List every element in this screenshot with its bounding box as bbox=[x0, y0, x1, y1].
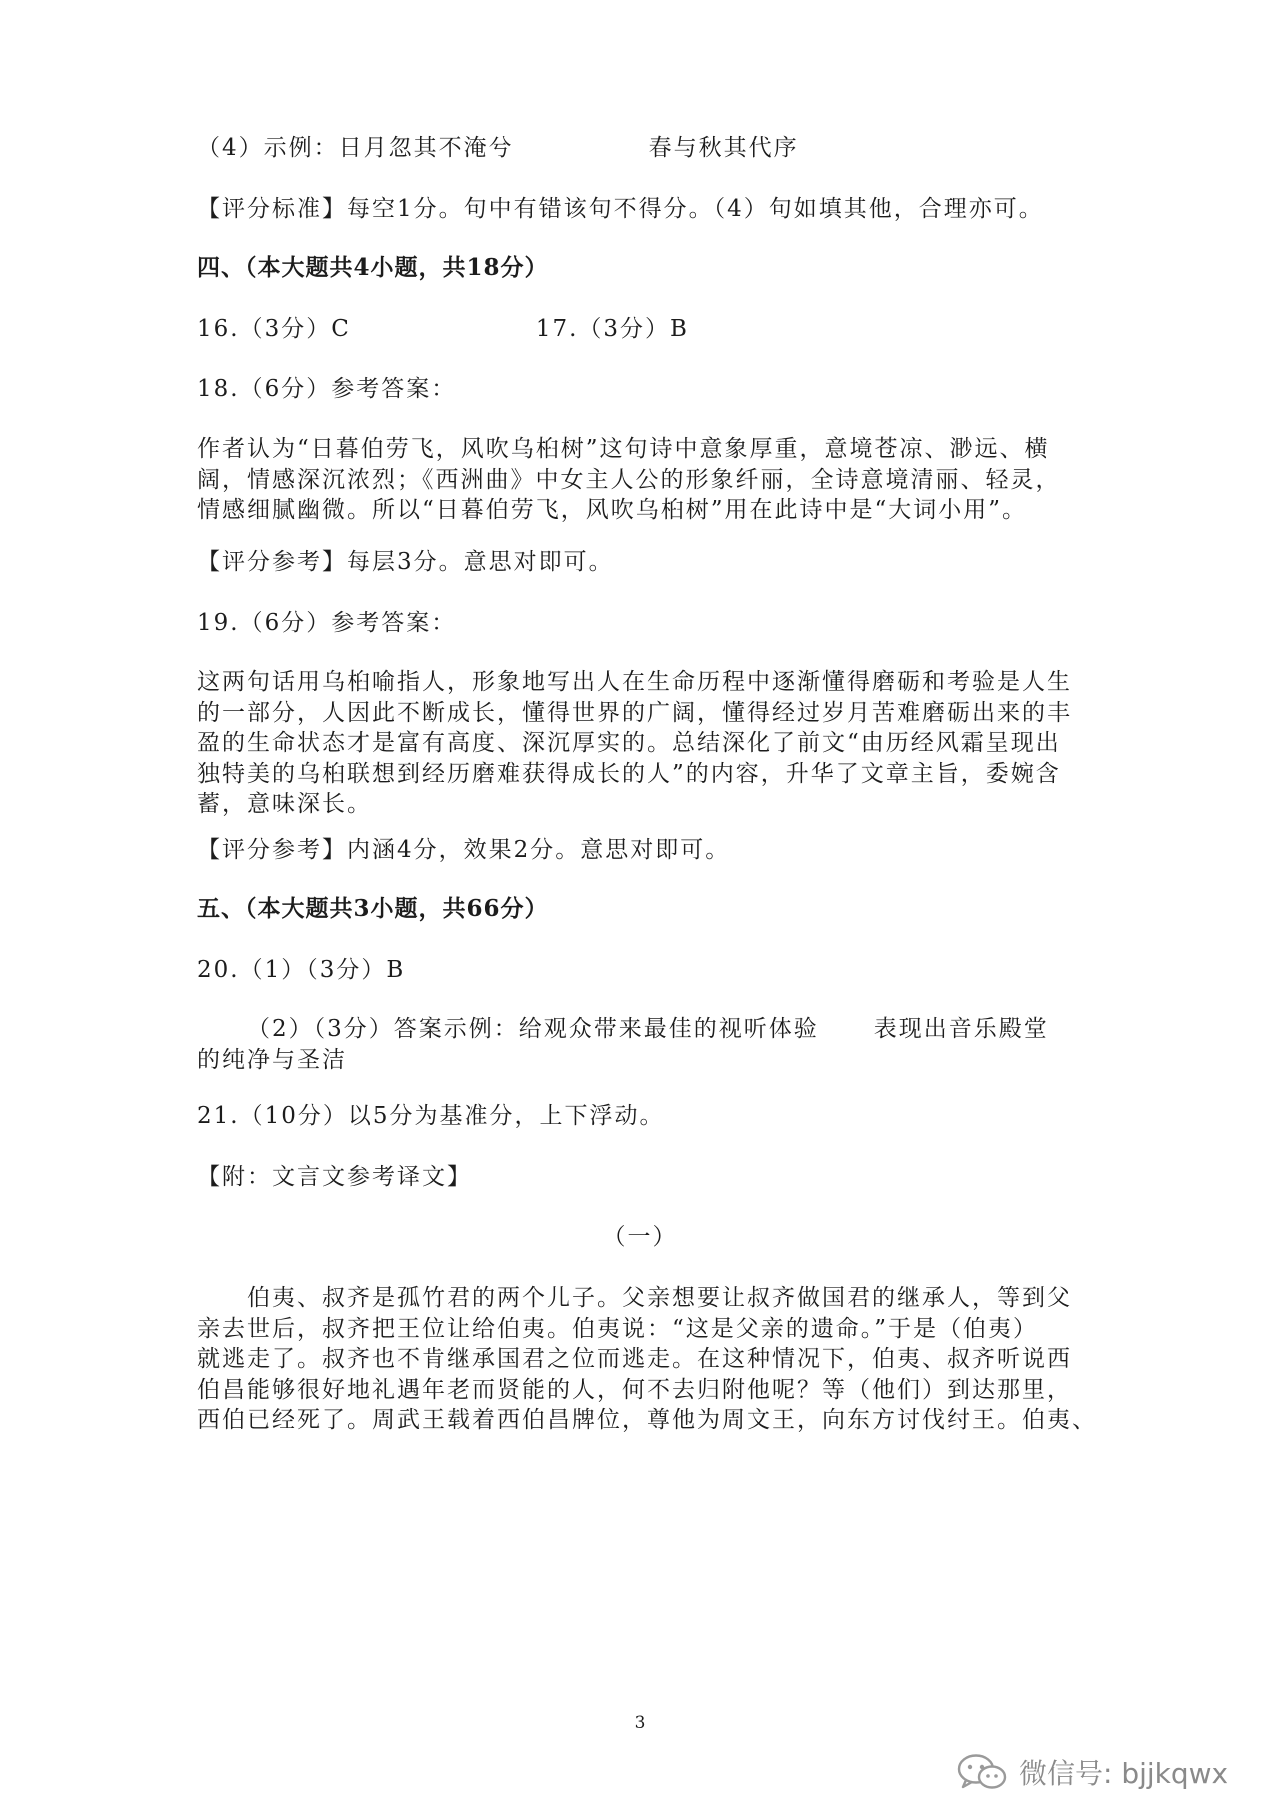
q19-scoring: 【评分参考】内涵4分，效果2分。意思对即可。 bbox=[197, 837, 731, 863]
q18-scoring: 【评分参考】每层3分。意思对即可。 bbox=[197, 549, 614, 575]
q20-2-part-b: 表现出音乐殿堂 bbox=[873, 1016, 1049, 1042]
q18-answer-line: 作者认为“日暮伯劳飞，风吹乌桕树”这句诗中意象厚重，意境苍凉、渺远、横 bbox=[197, 436, 1050, 462]
q16-answer: 16.（3分）C bbox=[197, 316, 351, 342]
q20-2-part-a: （2）（3分）答案示例：给观众带来最佳的视听体验 bbox=[247, 1016, 819, 1042]
q19-answer-line: 这两句话用乌桕喻指人，形象地写出人在生命历程中逐渐懂得磨砺和考验是人生 bbox=[197, 669, 1072, 695]
q19-answer-line: 蓄，意味深长。 bbox=[197, 791, 372, 817]
q19-answer-line: 独特美的乌桕联想到经历磨难获得成长的人”的内容，升华了文章主旨，委婉含 bbox=[197, 760, 1061, 787]
appendix-title: 【附：文言文参考译文】 bbox=[197, 1164, 472, 1190]
q16-q17-line bbox=[197, 314, 689, 344]
part-one-heading: （一） bbox=[602, 1224, 678, 1250]
s4-example-label: （4）示例：日月忽其不淹兮 bbox=[197, 135, 514, 161]
q18-answer-line: 阔，情感深沉浓烈；《西洲曲》中女主人公的形象纤丽，全诗意境清丽、轻灵， bbox=[197, 466, 1061, 493]
q17-answer: 17.（3分）B bbox=[535, 316, 689, 342]
translation-line: 就逃走了。叔齐也不肯继承国君之位而逃走。在这种情况下，伯夷、叔齐听说西 bbox=[197, 1346, 1072, 1372]
q18-heading: 18.（6分）参考答案： bbox=[197, 376, 457, 402]
q19-answer-paragraph bbox=[197, 667, 1097, 820]
q19-answer-line: 的一部分，人因此不断成长，懂得世界的广阔，懂得经过岁月苦难磨砺出来的丰 bbox=[197, 699, 1072, 726]
q19-heading: 19.（6分）参考答案： bbox=[197, 610, 457, 636]
q20-1-answer: 20.（1）（3分）B bbox=[197, 957, 406, 983]
q19-answer-line: 盈的生命状态才是富有高度、深沉厚实的。总结深化了前文“由历经风霜呈现出 bbox=[197, 730, 1061, 756]
wechat-icon bbox=[955, 1752, 1009, 1792]
translation-line: 亲去世后，叔齐把王位让给伯夷。伯夷说：“这是父亲的遗命。”于是（伯夷） bbox=[197, 1315, 1039, 1342]
scoring-standard: 【评分标准】每空1分。句中有错该句不得分。（4）句如填其他，合理亦可。 bbox=[197, 196, 1044, 222]
s4-example-line bbox=[197, 133, 799, 163]
wechat-watermark bbox=[955, 1750, 1228, 1794]
q18-answer-line: 情感细腻幽微。所以“日暮伯劳飞，风吹乌桕树”用在此诗中是“大词小用”。 bbox=[197, 497, 1028, 523]
q20-2-line: 的纯净与圣洁 bbox=[197, 1046, 347, 1073]
section-4-title: 四、（本大题共4小题，共18分） bbox=[197, 254, 549, 281]
translation-paragraph bbox=[197, 1283, 1097, 1436]
translation-line: 伯昌能够很好地礼遇年老而贤能的人，何不去归附他呢？等（他们）到达那里， bbox=[197, 1376, 1072, 1403]
translation-line: 伯夷、叔齐是孤竹君的两个儿子。父亲想要让叔齐做国君的继承人，等到父 bbox=[247, 1285, 1072, 1311]
translation-line: 西伯已经死了。周武王载着西伯昌牌位，尊他为周文王，向东方讨伐纣王。伯夷、 bbox=[197, 1407, 1097, 1433]
q20-2-paragraph bbox=[197, 1014, 1097, 1075]
q18-answer-paragraph bbox=[197, 434, 1097, 526]
watermark-text: 微信号: bjjkqwx bbox=[1019, 1757, 1229, 1790]
s4-example-second: 春与秋其代序 bbox=[648, 135, 799, 161]
section-5-title: 五、（本大题共3小题，共66分） bbox=[197, 895, 549, 922]
q20-2-line bbox=[197, 1014, 1097, 1045]
page-number: 3 bbox=[634, 1713, 646, 1733]
q21-answer: 21.（10分）以5分为基准分，上下浮动。 bbox=[197, 1103, 665, 1129]
